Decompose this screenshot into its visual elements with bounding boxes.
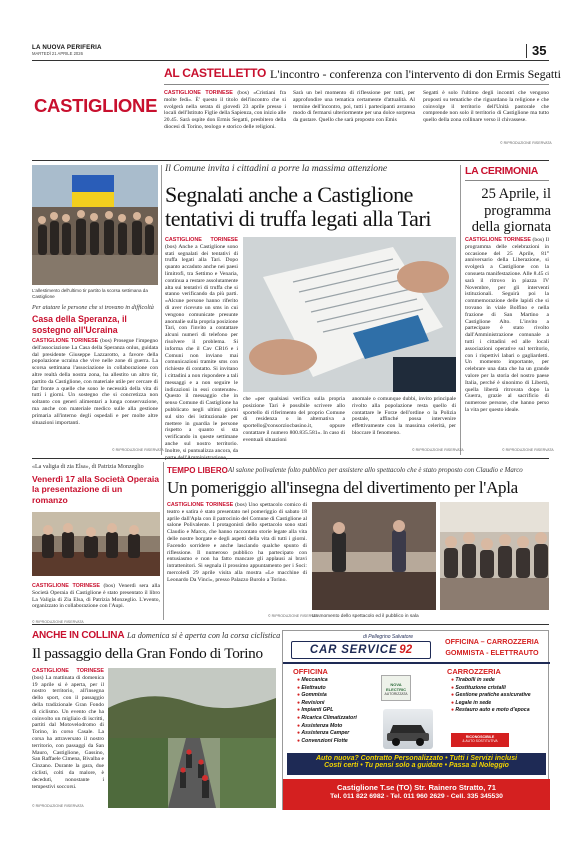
ad-brand: CAR SERVICE (309, 644, 398, 656)
article7-kicker-sub: La domenica si è aperta con la corsa ciclistica (127, 631, 281, 640)
article5-lead: CASTIGLIONE TORINESE (32, 583, 100, 589)
lower-rule (32, 624, 549, 625)
article4-headline: 25 Aprile, il programma della giornata (471, 186, 551, 235)
ad-carrozzeria-item: ● Gestione pratiche assicurative (451, 692, 543, 700)
article1-col1-text: (bos) «Cristiani fra molte fedi». È' questo il titolo dell'incontro che si svolgerà nella serata di giovedì 23 aprile presso i locali dell'Istituto Figlie della Sapienza, con inizio alle 20.45. Sarà ospite don Ermis Segatti, presbitero della diocesi di Torino, teologo e storico delle religioni. (164, 90, 286, 130)
article5-copyright: © RIPRODUZIONE RISERVATA (32, 620, 84, 624)
ad-carrozzeria-list (451, 677, 543, 715)
article7-headline: Il passaggio della Gran Fondo di Torino (32, 645, 263, 662)
article4-lead: CASTIGLIONE TORINESE (465, 237, 531, 243)
article1-rule (164, 84, 549, 85)
article3-col2: che «per qualsiasi verifica sulla propria posizione Tari è possibile scrivere allo sportello di riferimento del proprio Comune di residenza o in alternativa a sportello@consorziocbasino.it, oppure contattare il numero 800.835.581». In caso di eventuali situazioni (243, 396, 345, 443)
article6-copyright: © RIPRODUZIONE RISERVATA (268, 614, 320, 618)
car-service-ad[interactable] (282, 630, 549, 810)
book-photo-illustration (32, 512, 160, 576)
article7-body-text: (bos) La mattinata di domenica 19 aprile si è aperta, per il nostro territorio, all'insegna dello sport, con il passaggio della tradizionale Gran Fondo di ciclismo. Un evento che ha coinvolto un migliaio di iscritti, partiti dal Motovelodromo di Torino, in corso Casale. La corsa ha attraversato il nostro territorio, con passaggi da San Mauro, Castiglione, Gassino, San Raffaele Cimena, Bivalba e Cinzano. Durante la gara, due ciclisti, colti da malore, è deceduti, nonostante i tempestivi soccorsi. (32, 674, 104, 790)
article7-kicker: ANCHE IN COLLINA (32, 630, 125, 641)
column-divider-mid (163, 462, 164, 620)
ad-officina-list (297, 677, 377, 745)
book-presentation-photo (32, 512, 160, 576)
article3-col3: anomale o comunque dubbi, invito principale rivolto alla popolazione resta quello di contattare le Forze dell'ordine o la Polizia postale, affinché possa intervenire effettivamente con la massima celerità, per bloccare il fenomeno. (352, 396, 456, 436)
show-stage-photo (312, 502, 436, 610)
ad-officina-item: ● Impianti GPL (297, 707, 377, 715)
article6-kicker-sub: Al salone polivalente folto pubblico per assistere allo spettacolo che è stato proposto con Claudio e Marco (228, 467, 523, 474)
article3-copyright: © RIPRODUZIONE RISERVATA (412, 448, 464, 452)
ad-officina-item: ● Convenzioni Flotte (297, 738, 377, 746)
article3-headline: Segnalati anche a Castiglione tentativi di truffa legati alla Tari (165, 182, 432, 231)
article6-headline: Un pomeriggio all'insegna del divertimento per l'Apla (167, 478, 518, 497)
ad-officina-item: ● Revisioni (297, 700, 377, 708)
article4-body-text: (bos) Il programma delle celebrazioni in occasione del 25 Aprile, 81° anniversario della Liberazione, si svolgerà a Castiglione con la consueta manifestazione. Alle 8.45 ci sarà il ritrovo in piazza IV Novembre, per gli interventi istituzionali. Seguirà poi la commemorazione delle lapidi che si trovano in viale Bolfino e nella frazione di San Martino a Castiglione Alto. L'invito a partecipare è stato rivolto dall'Amministrazione comunale a tutti i cittadini ed alle locali associazioni operative sul territorio, con i rispettivi labari o gagliardetti. Un momento importante, per celebrare una data che ha un grande valore per la storia del nostro paese Italia, perché è sinonimo di Libertà, quella libertà ritrovata dopo la Guerra, grazie al sacrificio di numerose persone, che hanno perso la vita per questo ideale. (465, 237, 550, 413)
ad-officina-title: OFFICINA (293, 667, 328, 676)
page-number: 35 (532, 43, 547, 58)
article5-body-text: (bos) Venerdì sera alla Società Operaia di Castiglione è stato presentato il libro La Valigia di Zia Elsa, di Patrizia Monzeglio. L'evento, organizzato in collaborazione con l'Aupi. (32, 583, 160, 610)
article3-lead: CASTIGLIONE TORINESE (165, 237, 238, 243)
article1-col3: Segatti è solo l'ultimo degli incontri che vengono proposti su tematiche che riguardano la religione e che coinvolge il territorio dell'Unità pastorale che comprende non solo il territorio di Castiglione ma tutto quello della zona collinare verso il chivassese. (423, 90, 549, 124)
article5-headline: Venerdì 17 alla Società Operaia la presentazione di un romanzo (32, 474, 160, 505)
car-icon (383, 709, 433, 749)
article7-lead: CASTIGLIONE TORINESE (32, 668, 104, 674)
ad-officina-item: ● Gommista (297, 692, 377, 700)
article6-lead: CASTIGLIONE TORINESE (167, 502, 234, 508)
tari-bill-photo (243, 237, 456, 392)
ad-contact (283, 779, 550, 810)
article3-col1 (165, 237, 238, 457)
masthead-rule (32, 60, 549, 61)
masthead-name: LA NUOVA PERIFERIA (32, 44, 102, 51)
article6-photo-caption: Un momento dello spettacolo ed il pubblico in sala (312, 614, 419, 619)
ad-carrozzeria-item: ● Tirabolli in sede (451, 677, 543, 685)
article2-copyright: © RIPRODUZIONE RISERVATA (112, 448, 164, 452)
article6-body-text: (bos) Uno spettacolo comico di teatro e satira è stato presentato nel pomeriggio di sabato 18 aprile dall'Apla con il patrocinio del Comune di Castiglione al salone Polivalente. I protagonisti dello spettacolo sono stati Claudio e Marco, che hanno raccontato storie legate alla vita delle nostre borgate e degli aspetti della vita di tutti i giorni. Facendo sorridere e anche lasciando qualche spunto di riflessione. Il numeroso pubblico ha partecipato con entusiasmo e non ha fatto mancare gli applausi ai bravi intrattenitori. Si segnala il prossimo appuntamento per i Soci: mercoledì 29 aprile visita alla mostra «Le macchine di Leonardo Da Vinci», presso Palazzo Burolo a Torino. (167, 502, 307, 583)
article5-kicker: «La valigia di zia Elsa», di Patrizia Monzeglio (32, 464, 144, 470)
ad-badge-text: NOVA ELECTRIC (386, 682, 406, 692)
ad-stamp-line2: & AUTO SOSTITUTIVA (462, 739, 498, 743)
ad-officina-item: ● Meccanica (297, 677, 377, 685)
ad-banner-line1: Auto nuova? Contratto Personalizzato • Tutti i Servizi inclusi (315, 755, 518, 762)
ad-carrozzeria-item: ● Sostituzione cristalli (451, 685, 543, 693)
ad-carrozzeria-item: ● Restauro auto e moto d'epoca (451, 707, 543, 715)
article2-body (32, 338, 158, 446)
ad-address: Castiglione T.se (TO) Str. Rainero Stratto, 71 (337, 783, 496, 792)
article1-lead: CASTIGLIONE TORINESE (164, 90, 233, 96)
ad-officina-item: ● Ricarica Climatizzatori (297, 715, 377, 723)
ukraine-photo-illustration (32, 165, 158, 285)
ad-tagline-2: GOMMISTA - ELETTRAUTO (445, 648, 539, 657)
article2-lead: CASTIGLIONE TORINESE (32, 338, 99, 344)
ad-car-image (383, 709, 433, 749)
masthead-divider (526, 44, 527, 58)
article2-body-text: (bos) Prosegue l'impegno dell'associazione La Casa della Speranza onlus, guidata dal presidente Giuseppe Lazzarotto, a favore della popolazione ucraina che vive nelle zone di guerra. La scorsa settimana l'associazione in collaborazione con altre realtà della nostra zona, ha allestito un altro tir, partito da Castiglione, con materiale utile per cercare di far fronte a quelle che sono le necessità della vita di tutti i giorni. Un sostegno che si concretizza non soltanto con generi alimentari a lunga conservazione, ma anche con materiale medico sulle alla gestione primaria all'interno degli ospedali e per molte altre situazioni importanti. (32, 338, 159, 426)
ad-officina-item: ● Assistenza Moto (297, 723, 377, 731)
article6-body (167, 502, 307, 612)
article2-kicker: Per aiutare le persone che si trovano in difficoltà (32, 304, 154, 311)
ad-officina-item: ● Elettrauto (297, 685, 377, 693)
stage-photo-illustration (312, 502, 436, 610)
ad-brand-number: 92 (399, 644, 413, 656)
article2-photo-caption: L'allestimento dell'ultimo tir partito la scorsa settimana da Castiglione (32, 288, 148, 299)
article5-body (32, 583, 160, 617)
audience-photo-illustration (440, 502, 549, 610)
ad-carrozzeria-title: CARROZZERIA (447, 667, 501, 676)
article4-body (465, 237, 549, 443)
article2-headline: Casa della Speranza, il sostegno all'Ucraina (32, 314, 127, 335)
ad-stamp-line1: RICONOSCIBILE (465, 735, 495, 739)
ad-owner: di Pellegrino Salvatore (363, 634, 414, 640)
article1-col2: Sarà un bel momento di riflessione per tutti, per approfondire una tematica certamente d'attualità. Al termine dell'incontro, poi, tutti i partecipanti avranno modo di fermarsi ulteriormente per una dolce sorpresa da gustare. Quello che sarà proposto con Emis (293, 90, 415, 124)
article7-copyright: © RIPRODUZIONE RISERVATA (32, 804, 84, 808)
ad-phones: Tel. 011 822 6982 - Tel. 011 960 2629 - Cell. 335 345530 (330, 793, 503, 800)
article3-kicker: Il Comune invita i cittadini a porre la massima attenzione (165, 163, 388, 174)
article3-col1-text: (bos) Anche a Castiglione sono stati segnalati dei tentativi di truffa legati alla Tari. Dopo quanto accaduto anche nei paesi limitrofi, tra Settimo e Venaria, continua a restare assolutamente alta sui tentativi di truffa che si stanno verificando da più parti. «Alcune persone hanno riferito di aver ricevuto un sms in cui vengono comunicate presunte anomalie sulla propria posizione Tari, con l'invito a contattare alcuni numeri di telefono per risolvere il problema. Si informa che il Cav CB16 e i Comuni non inviano mai comunicazioni tramite sms con richieste di contatto. Si invitano i cittadini a non rispondere a tali messaggi e a non seguire le indicazioni in essi contenute». Questo il messaggio che in senso Comune di Castiglione ha pubblicato negli ultimi giorni sul sito dei istituzionale per mettere in guardia le persone rispetto a quanto si sta verificando in queste settimane anche sul nostro territorio. Inoltre, si puntualizza ancora, da (165, 243, 238, 454)
ad-carrozzeria-item: ● Legale in sede (451, 700, 543, 708)
cyclists-photo (108, 668, 276, 808)
ad-banner (287, 753, 546, 775)
column-divider-left (161, 165, 162, 455)
ad-badge-sub: AUTORIZZATA (384, 692, 408, 696)
article4-rule (465, 180, 549, 181)
cyclists-photo-illustration (108, 668, 276, 808)
article7-body (32, 668, 104, 803)
show-audience-photo (440, 502, 549, 610)
tari-photo-illustration (243, 237, 456, 392)
article1-kicker: AL CASTELLETTO (164, 66, 267, 80)
article1-col1 (164, 90, 286, 150)
article4-copyright: © RIPRODUZIONE RISERVATA (502, 448, 554, 452)
ad-badge (381, 675, 411, 701)
section-title: CASTIGLIONE (34, 95, 158, 116)
article1-headline: L'incontro - conferenza con l'intervento di don Ermis Segatti (270, 67, 561, 81)
mid-rule (32, 458, 549, 459)
ad-tagline-1: OFFICINA – CARROZZERIA (445, 637, 539, 646)
masthead-date: MARTEDÌ 21 APRILE 2026 (32, 51, 83, 56)
article1-bottom-rule (32, 160, 549, 161)
article1-copyright: © RIPRODUZIONE RISERVATA (500, 141, 552, 145)
ad-banner-line2: Costi certi • Tu pensi solo a guidare • Passa al Noleggio (324, 762, 509, 769)
article6-kicker: TEMPO LIBERO (167, 466, 228, 475)
article4-kicker: LA CERIMONIA (465, 165, 539, 177)
ad-logo (291, 641, 431, 659)
ad-stamp (451, 733, 509, 747)
ad-officina-item: ● Assistenza Camper (297, 730, 377, 738)
ad-divider (283, 662, 550, 664)
ukraine-truck-photo (32, 165, 158, 285)
